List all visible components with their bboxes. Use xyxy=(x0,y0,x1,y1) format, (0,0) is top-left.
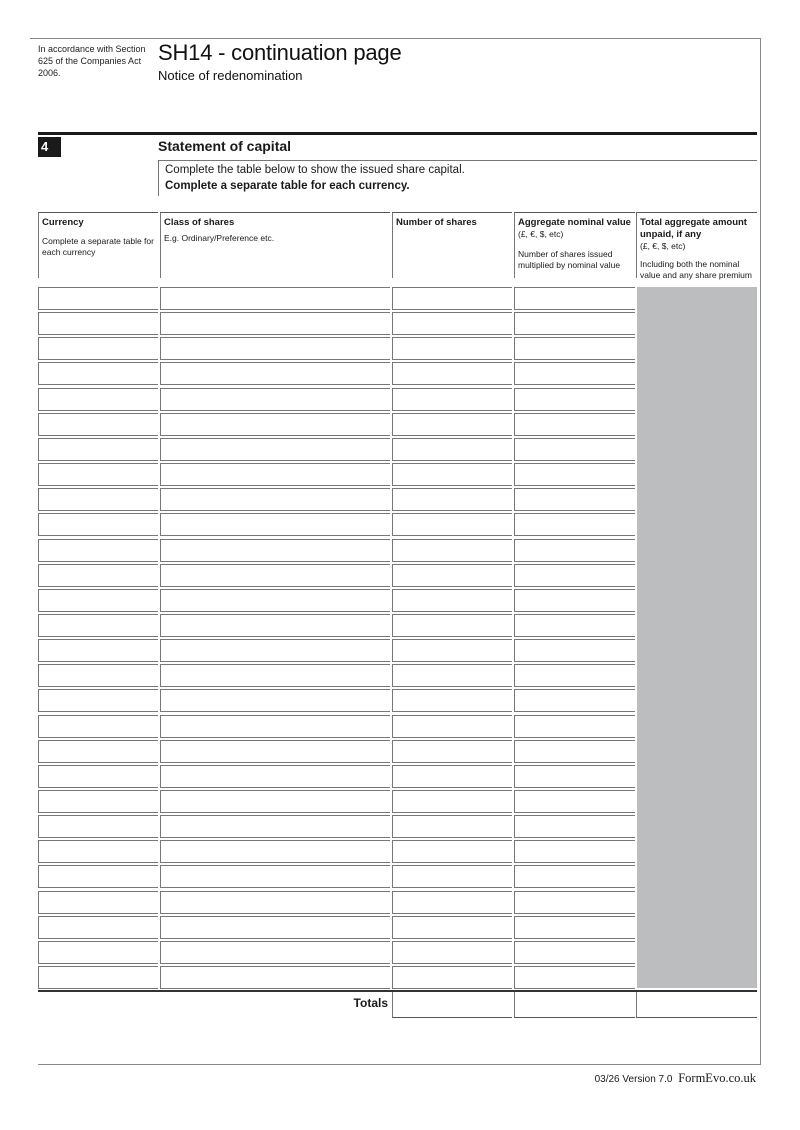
class-of-shares-field[interactable] xyxy=(160,287,390,310)
column-title: Aggregate nominal value xyxy=(518,217,631,228)
aggregate-nominal-field[interactable] xyxy=(514,639,635,662)
number-of-shares-field[interactable] xyxy=(392,689,512,712)
currency-field[interactable] xyxy=(38,765,158,788)
currency-field[interactable] xyxy=(38,941,158,964)
currency-field[interactable] xyxy=(38,840,158,863)
number-of-shares-field[interactable] xyxy=(392,614,512,637)
totals-nominal-field[interactable] xyxy=(514,992,635,1018)
class-of-shares-field[interactable] xyxy=(160,740,390,763)
number-of-shares-field[interactable] xyxy=(392,639,512,662)
number-of-shares-field[interactable] xyxy=(392,664,512,687)
column-title: Total aggregate amount unpaid, if any xyxy=(640,217,747,240)
aggregate-nominal-field[interactable] xyxy=(514,388,635,411)
aggregate-nominal-field[interactable] xyxy=(514,840,635,863)
class-of-shares-field[interactable] xyxy=(160,639,390,662)
currency-field[interactable] xyxy=(38,966,158,989)
currency-field[interactable] xyxy=(38,664,158,687)
aggregate-nominal-field[interactable] xyxy=(514,564,635,587)
totals-number-field[interactable] xyxy=(392,992,512,1018)
aggregate-nominal-field[interactable] xyxy=(514,941,635,964)
aggregate-nominal-field[interactable] xyxy=(514,966,635,989)
aggregate-nominal-field[interactable] xyxy=(514,865,635,888)
aggregate-nominal-field[interactable] xyxy=(514,463,635,486)
currency-field[interactable] xyxy=(38,388,158,411)
class-of-shares-field[interactable] xyxy=(160,966,390,989)
form-subtitle: Notice of redenomination xyxy=(158,68,303,83)
class-of-shares-field[interactable] xyxy=(160,513,390,536)
currency-field[interactable] xyxy=(38,891,158,914)
currency-field[interactable] xyxy=(38,740,158,763)
aggregate-nominal-field[interactable] xyxy=(514,438,635,461)
number-of-shares-field[interactable] xyxy=(392,513,512,536)
class-of-shares-field[interactable] xyxy=(160,715,390,738)
column-header-number xyxy=(392,212,512,278)
currency-field[interactable] xyxy=(38,689,158,712)
column-title: Currency xyxy=(42,217,84,228)
class-of-shares-field[interactable] xyxy=(160,664,390,687)
class-of-shares-field[interactable] xyxy=(160,941,390,964)
currency-field[interactable] xyxy=(38,589,158,612)
number-of-shares-field[interactable] xyxy=(392,865,512,888)
number-of-shares-field[interactable] xyxy=(392,765,512,788)
column-title: Class of shares xyxy=(164,217,235,228)
number-of-shares-field[interactable] xyxy=(392,337,512,360)
currency-field[interactable] xyxy=(38,790,158,813)
aggregate-nominal-field[interactable] xyxy=(514,916,635,939)
number-of-shares-field[interactable] xyxy=(392,966,512,989)
aggregate-nominal-field[interactable] xyxy=(514,614,635,637)
footer xyxy=(595,1071,756,1086)
class-of-shares-field[interactable] xyxy=(160,689,390,712)
number-of-shares-field[interactable] xyxy=(392,891,512,914)
number-of-shares-field[interactable] xyxy=(392,815,512,838)
number-of-shares-field[interactable] xyxy=(392,715,512,738)
section-number: 4 xyxy=(38,137,61,157)
currency-field[interactable] xyxy=(38,463,158,486)
currency-field[interactable] xyxy=(38,614,158,637)
currency-field[interactable] xyxy=(38,413,158,436)
class-of-shares-field[interactable] xyxy=(160,388,390,411)
currency-field[interactable] xyxy=(38,513,158,536)
class-of-shares-field[interactable] xyxy=(160,840,390,863)
aggregate-nominal-field[interactable] xyxy=(514,287,635,310)
number-of-shares-field[interactable] xyxy=(392,564,512,587)
column-header-class xyxy=(160,212,390,278)
class-of-shares-field[interactable] xyxy=(160,614,390,637)
currency-field[interactable] xyxy=(38,815,158,838)
aggregate-nominal-field[interactable] xyxy=(514,539,635,562)
number-of-shares-field[interactable] xyxy=(392,488,512,511)
aggregate-nominal-field[interactable] xyxy=(514,513,635,536)
class-of-shares-field[interactable] xyxy=(160,891,390,914)
aggregate-nominal-field[interactable] xyxy=(514,589,635,612)
currency-field[interactable] xyxy=(38,539,158,562)
aggregate-nominal-field[interactable] xyxy=(514,689,635,712)
column-units: (£, €, $, etc) xyxy=(640,241,686,251)
aggregate-nominal-field[interactable] xyxy=(514,740,635,763)
currency-field[interactable] xyxy=(38,865,158,888)
number-of-shares-field[interactable] xyxy=(392,941,512,964)
currency-field[interactable] xyxy=(38,488,158,511)
currency-field[interactable] xyxy=(38,362,158,385)
class-of-shares-field[interactable] xyxy=(160,488,390,511)
class-of-shares-field[interactable] xyxy=(160,916,390,939)
form-title: SH14 - continuation page xyxy=(158,40,402,65)
totals-label: Totals xyxy=(353,996,388,1010)
currency-field[interactable] xyxy=(38,337,158,360)
aggregate-nominal-field[interactable] xyxy=(514,790,635,813)
class-of-shares-field[interactable] xyxy=(160,815,390,838)
currency-field[interactable] xyxy=(38,564,158,587)
aggregate-nominal-field[interactable] xyxy=(514,312,635,335)
class-of-shares-field[interactable] xyxy=(160,463,390,486)
column-note: E.g. Ordinary/Preference etc. xyxy=(164,233,275,243)
column-note: Complete a separate table for each currency xyxy=(42,236,154,257)
aggregate-nominal-field[interactable] xyxy=(514,891,635,914)
aggregate-nominal-field[interactable] xyxy=(514,815,635,838)
number-of-shares-field[interactable] xyxy=(392,287,512,310)
column-note: Including both the nominal value and any share premium xyxy=(640,259,752,280)
currency-field[interactable] xyxy=(38,312,158,335)
column-header-unpaid xyxy=(636,212,757,278)
number-of-shares-field[interactable] xyxy=(392,438,512,461)
brand-label: FormEvo.co.uk xyxy=(678,1071,756,1085)
column-header-nominal xyxy=(514,212,635,278)
number-of-shares-field[interactable] xyxy=(392,916,512,939)
number-of-shares-field[interactable] xyxy=(392,413,512,436)
currency-field[interactable] xyxy=(38,715,158,738)
currency-field[interactable] xyxy=(38,287,158,310)
instruction-text: Complete the table below to show the issued share capital. xyxy=(165,164,465,176)
currency-field[interactable] xyxy=(38,916,158,939)
aggregate-nominal-field[interactable] xyxy=(514,413,635,436)
column-note: Number of shares issued multiplied by nominal value xyxy=(518,249,621,270)
aggregate-nominal-field[interactable] xyxy=(514,488,635,511)
class-of-shares-field[interactable] xyxy=(160,312,390,335)
legal-note: In accordance with Section 625 of the Companies Act 2006. xyxy=(38,44,146,78)
class-of-shares-field[interactable] xyxy=(160,438,390,461)
class-of-shares-field[interactable] xyxy=(160,337,390,360)
aggregate-nominal-field[interactable] xyxy=(514,765,635,788)
totals-unpaid-field[interactable] xyxy=(636,992,757,1018)
number-of-shares-field[interactable] xyxy=(392,388,512,411)
class-of-shares-field[interactable] xyxy=(160,564,390,587)
aggregate-nominal-field[interactable] xyxy=(514,715,635,738)
column-header-currency xyxy=(38,212,158,278)
class-of-shares-field[interactable] xyxy=(160,413,390,436)
class-of-shares-field[interactable] xyxy=(160,539,390,562)
number-of-shares-field[interactable] xyxy=(392,840,512,863)
number-of-shares-field[interactable] xyxy=(392,790,512,813)
aggregate-nominal-field[interactable] xyxy=(514,664,635,687)
column-title: Number of shares xyxy=(396,217,477,228)
unpaid-column-shaded-area xyxy=(637,287,757,988)
number-of-shares-field[interactable] xyxy=(392,312,512,335)
class-of-shares-field[interactable] xyxy=(160,865,390,888)
number-of-shares-field[interactable] xyxy=(392,589,512,612)
number-of-shares-field[interactable] xyxy=(392,740,512,763)
section-title: Statement of capital xyxy=(158,138,292,154)
section-divider xyxy=(38,132,757,135)
class-of-shares-field[interactable] xyxy=(160,765,390,788)
class-of-shares-field[interactable] xyxy=(160,589,390,612)
number-of-shares-field[interactable] xyxy=(392,463,512,486)
class-of-shares-field[interactable] xyxy=(160,362,390,385)
aggregate-nominal-field[interactable] xyxy=(514,337,635,360)
number-of-shares-field[interactable] xyxy=(392,362,512,385)
instruction-text-bold: Complete a separate table for each currency. xyxy=(165,180,410,192)
currency-field[interactable] xyxy=(38,438,158,461)
aggregate-nominal-field[interactable] xyxy=(514,362,635,385)
column-units: (£, €, $, etc) xyxy=(518,229,564,239)
number-of-shares-field[interactable] xyxy=(392,539,512,562)
footer-divider xyxy=(38,1064,761,1065)
currency-field[interactable] xyxy=(38,639,158,662)
version-label: 03/26 Version 7.0 xyxy=(594,1074,673,1085)
class-of-shares-field[interactable] xyxy=(160,790,390,813)
